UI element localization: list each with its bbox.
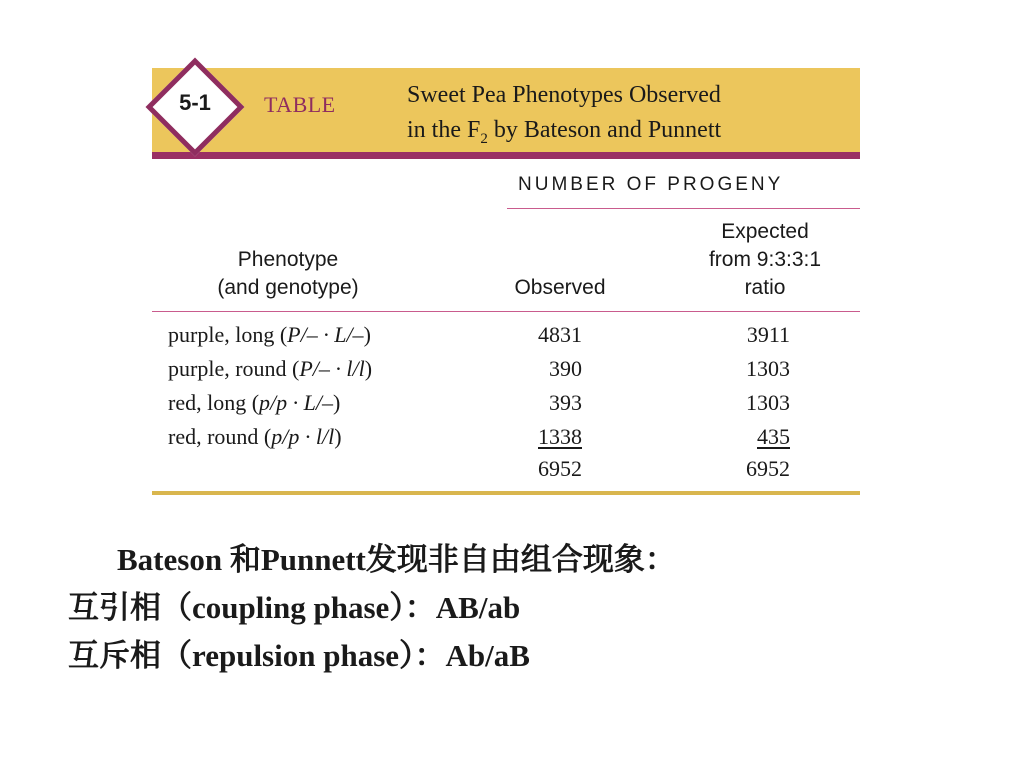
- table-row: [152, 352, 860, 386]
- caption-line-1: Sweet Pea Phenotypes Observed: [407, 82, 721, 108]
- observed-cell: 1338: [538, 424, 582, 449]
- expected-column-header: Expected from 9:3:3:1 ratio: [708, 220, 822, 299]
- phenotype-column-header: Phenotype (and genotype): [217, 248, 359, 299]
- observed-cell: 393: [549, 390, 582, 415]
- expected-cell: 1303: [746, 390, 790, 415]
- expected-total: 6952: [746, 456, 790, 481]
- progeny-group-header: NUMBER OF PROGENY: [518, 174, 784, 195]
- caption-line-2: in the $F_2$ by Bateson and Punnett: [407, 117, 722, 147]
- table-row: [152, 318, 860, 352]
- phenotype-cell: purple, round (P/– · l/l): [168, 356, 373, 381]
- expected-cell: 1303: [746, 356, 790, 381]
- table-caption: [407, 78, 721, 157]
- table-figure: [152, 68, 860, 481]
- notes-line-1: Bateson 和Punnett发现非自由组合现象：: [117, 542, 676, 577]
- table-number: 5-1: [179, 90, 211, 115]
- observed-cell: 390: [549, 356, 582, 381]
- table-row: [152, 420, 860, 454]
- phenotype-cell: red, long (p/p · L/–): [168, 390, 341, 415]
- notes-block: [68, 536, 676, 680]
- phenotype-cell: purple, long (P/– · L/–): [168, 322, 371, 347]
- expected-cell: 435: [757, 424, 790, 449]
- header-rule: [152, 311, 860, 312]
- observed-total: 6952: [538, 456, 582, 481]
- expected-cell: 3911: [746, 322, 790, 347]
- table-total-row: [152, 452, 860, 486]
- group-header-rule: [507, 208, 860, 209]
- table-label: TABLE: [264, 92, 336, 117]
- table-row: [152, 386, 860, 420]
- observed-column-header: Observed: [514, 276, 606, 299]
- table-bottom-rule: [152, 491, 860, 495]
- notes-line-3: 互斥相（repulsion phase）：Ab/aB: [68, 638, 530, 673]
- table-banner: [152, 68, 860, 159]
- observed-cell: 4831: [538, 322, 582, 347]
- notes-line-2: 互引相（coupling phase）：AB/ab: [68, 590, 521, 625]
- phenotype-cell: red, round (p/p · l/l): [168, 424, 342, 449]
